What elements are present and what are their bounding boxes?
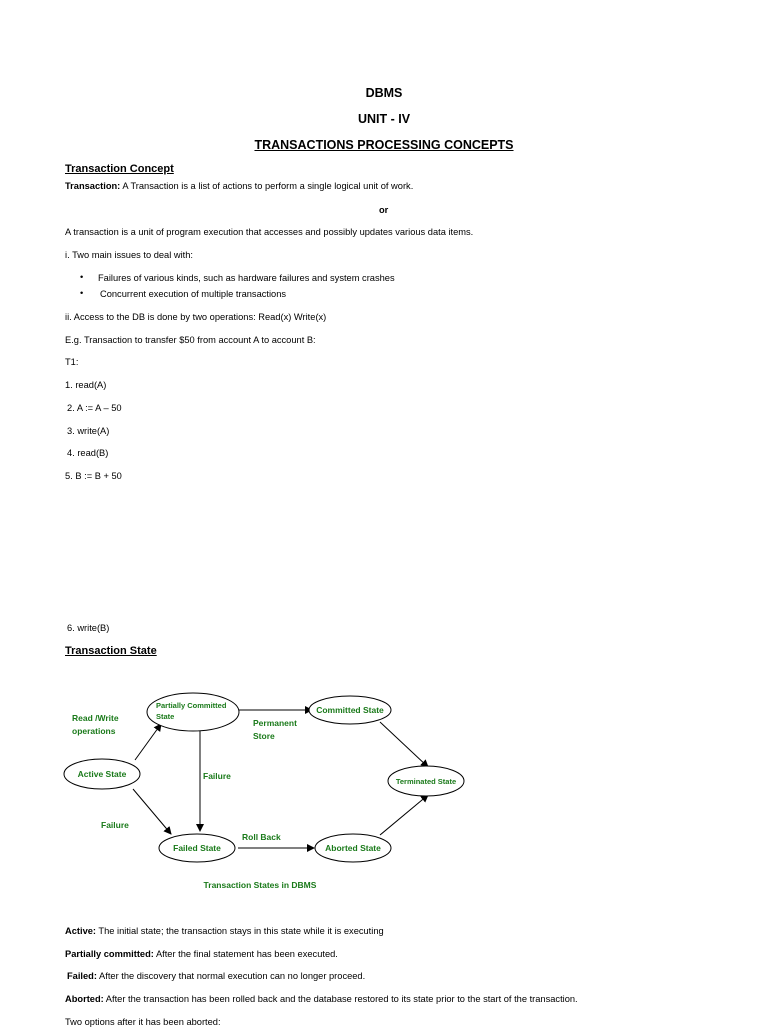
section-heading-state: Transaction State <box>65 645 157 657</box>
section-heading-concept: Transaction Concept <box>65 163 174 175</box>
node-terminated <box>388 766 464 796</box>
step-line: 4. read(B) <box>67 448 109 458</box>
step-line: 3. write(A) <box>67 426 110 436</box>
edge-label-failure: Failure <box>203 771 231 781</box>
definition-text: The initial state; the transaction stays in this state while it is executing <box>96 926 384 936</box>
definition-failed <box>67 970 365 982</box>
alternative-definition: A transaction is a unit of program execution that accesses and possibly updates various data items. <box>65 227 474 237</box>
diagram-caption: Transaction States in DBMS <box>203 880 317 890</box>
transaction-definition <box>65 180 413 192</box>
node-label: Aborted State <box>325 843 381 853</box>
issue-bullet: • <box>80 288 84 298</box>
step-line: 6. write(B) <box>67 623 110 633</box>
node-active <box>64 759 140 789</box>
edge-label-permanent-store: Permanent <box>253 718 297 728</box>
definition-term: Transaction: <box>65 181 121 191</box>
definition-partially-committed <box>65 948 338 960</box>
definition-text: After the final statement has been executed. <box>153 949 338 959</box>
definition-term: Active: <box>65 926 97 936</box>
doc-subject: DBMS <box>365 86 403 100</box>
issue-item: Concurrent execution of multiple transactions <box>100 289 287 299</box>
doc-title <box>0 138 768 152</box>
definition-text: A Transaction is a list of actions to perform a single logical unit of work. <box>120 181 414 191</box>
example-text: E.g. Transaction to transfer $50 from account A to account B: <box>65 335 316 345</box>
t1-label: T1: <box>65 357 79 367</box>
definition-text: After the transaction has been rolled back and the database restored to its state prior to the start of the transaction. <box>103 994 578 1004</box>
node-label: State <box>156 712 175 721</box>
edge-label-read-write: Read /Write <box>72 713 119 723</box>
node-label: Terminated State <box>395 777 457 786</box>
definition-text: After the discovery that normal execution can no longer proceed. <box>96 971 366 981</box>
edge-committed-to-terminated <box>380 722 428 767</box>
edge-label-permanent-store: Store <box>253 731 275 741</box>
edge-active-to-partial <box>135 724 161 760</box>
definition-term: Partially committed: <box>65 949 154 959</box>
definition-active <box>65 925 384 937</box>
node-label: Failed State <box>173 843 221 853</box>
node-label: Committed State <box>316 705 384 715</box>
transaction-state-diagram <box>55 685 495 900</box>
definition-term: Aborted: <box>65 994 104 1004</box>
node-aborted <box>315 834 391 862</box>
issue-item: Failures of various kinds, such as hardware failures and system crashes <box>98 273 395 283</box>
node-committed <box>309 696 391 724</box>
aborted-options-partial: Two options after it has been aborted: <box>65 1017 221 1027</box>
edge-active-to-failed <box>133 789 171 834</box>
node-label: Active State <box>77 769 127 779</box>
step-line: 5. B := B + 50 <box>65 471 122 481</box>
definition-term: Failed: <box>67 971 97 981</box>
doc-unit: UNIT - IV <box>357 112 411 126</box>
or-separator: or <box>379 205 389 215</box>
edge-label-roll-back: Roll Back <box>242 832 281 842</box>
definition-aborted <box>65 993 578 1005</box>
doc-title-text: TRANSACTIONS PROCESSING CONCEPTS <box>254 138 514 152</box>
access-operations: ii. Access to the DB is done by two operations: Read(x) Write(x) <box>65 312 327 322</box>
node-partially-committed <box>147 693 239 731</box>
issue-bullet: • <box>80 272 84 282</box>
step-line: 1. read(A) <box>65 380 107 390</box>
edge-label-read-write: operations <box>72 726 116 736</box>
node-failed <box>159 834 235 862</box>
issues-intro: i. Two main issues to deal with: <box>65 250 193 260</box>
edge-aborted-to-terminated <box>380 795 428 835</box>
edge-label-failure: Failure <box>101 820 129 830</box>
node-label: Partially Committed <box>156 701 227 710</box>
step-line: 2. A := A – 50 <box>67 403 122 413</box>
